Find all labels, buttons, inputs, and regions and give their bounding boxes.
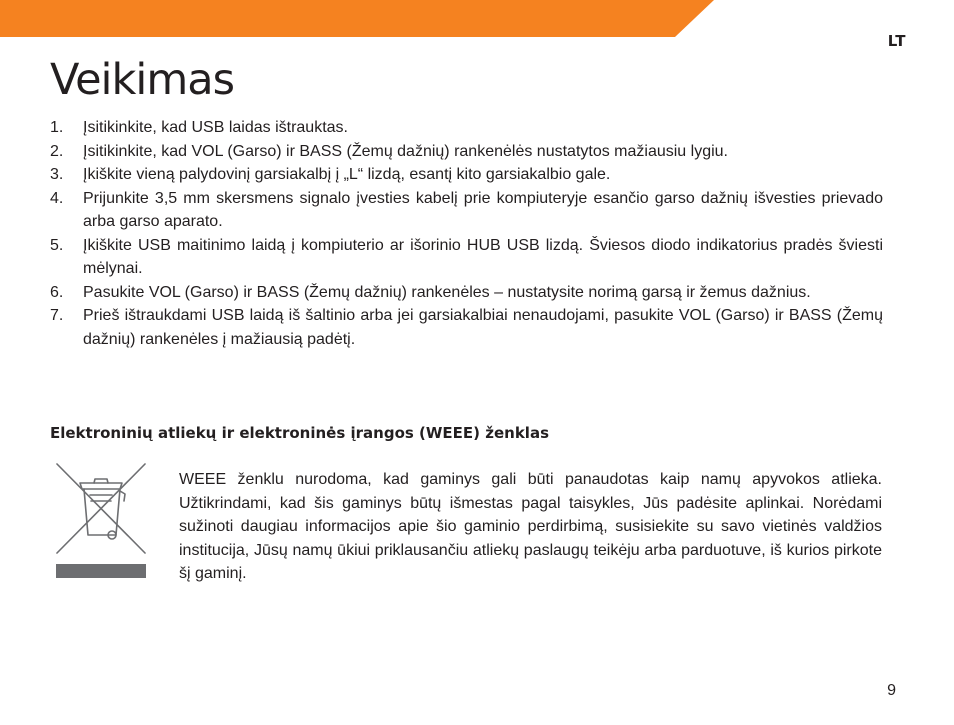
step-text: Pasukite VOL (Garso) ir BASS (Žemų dažnių) rankenėles – nustatysite norimą garsą ir žemus dažnius. — [83, 283, 811, 301]
step-text: Įkiškite USB maitinimo laidą į kompiuterio ar išorinio HUB USB lizdą. Šviesos diodo indikatorius pradės šviesti mėlynai. — [83, 236, 883, 277]
step-item — [50, 304, 883, 351]
step-item — [50, 140, 883, 164]
step-number: 1. — [50, 119, 64, 136]
step-text: Įsitikinkite, kad USB laidas ištrauktas. — [83, 119, 348, 136]
step-text: Prijunkite 3,5 mm skersmens signalo įvesties kabelį prie kompiuteryje esančio garso dažnių išvesties prievado arba garso aparato. — [83, 189, 883, 230]
page-title: Veikimas — [50, 55, 234, 105]
language-label: LT — [887, 32, 906, 50]
step-number: 6. — [50, 283, 64, 301]
step-item — [50, 187, 883, 234]
crossed-out-wheelie-bin-icon — [54, 461, 148, 579]
steps-list — [50, 116, 883, 351]
step-item — [50, 163, 883, 187]
step-number: 7. — [50, 307, 64, 324]
weee-description: WEEE ženklu nurodoma, kad gaminys gali būti panaudotas kaip namų apyvokos atlieka. Užtikrindami, kad šis gaminys būtų išmestas pagal taisykles, Jūs padėsite aplinkai. Norėdami sužinoti daugiau informacijos apie šio gaminio perdirbimą, susisiekite su savo vietinės valdžios institucija, Jūsų namų ūkiui priklausančiu atliekų paslaugų teikėju arba parduotuve, iš kurios pirkote šį gaminį. — [179, 471, 882, 582]
step-item — [50, 116, 883, 140]
page-number: 9 — [887, 682, 896, 699]
step-number: 3. — [50, 166, 64, 183]
orange-header-band — [0, 0, 954, 40]
step-item — [50, 234, 883, 281]
step-number: 5. — [50, 236, 64, 254]
header-band-shape — [0, 0, 714, 37]
step-text: Įsitikinkite, kad VOL (Garso) ir BASS (Žemų dažnių) rankenėlės nustatytos mažiausiu lygiu. — [83, 142, 728, 160]
step-text: Įkiškite vieną palydovinį garsiakalbį į „L“ lizdą, esantį kito garsiakalbio gale. — [83, 166, 611, 183]
step-number: 4. — [50, 189, 64, 207]
step-number: 2. — [50, 142, 64, 160]
step-text: Prieš ištraukdami USB laidą iš šaltinio arba jei garsiakalbiai nenaudojami, pasukite VOL (Garso) ir BASS (Žemų dažnių) rankenėles į mažiausią padėtį. — [83, 307, 883, 348]
weee-heading: Elektroninių atliekų ir elektroninės įrangos (WEEE) ženklas — [50, 424, 549, 442]
step-item — [50, 281, 883, 305]
